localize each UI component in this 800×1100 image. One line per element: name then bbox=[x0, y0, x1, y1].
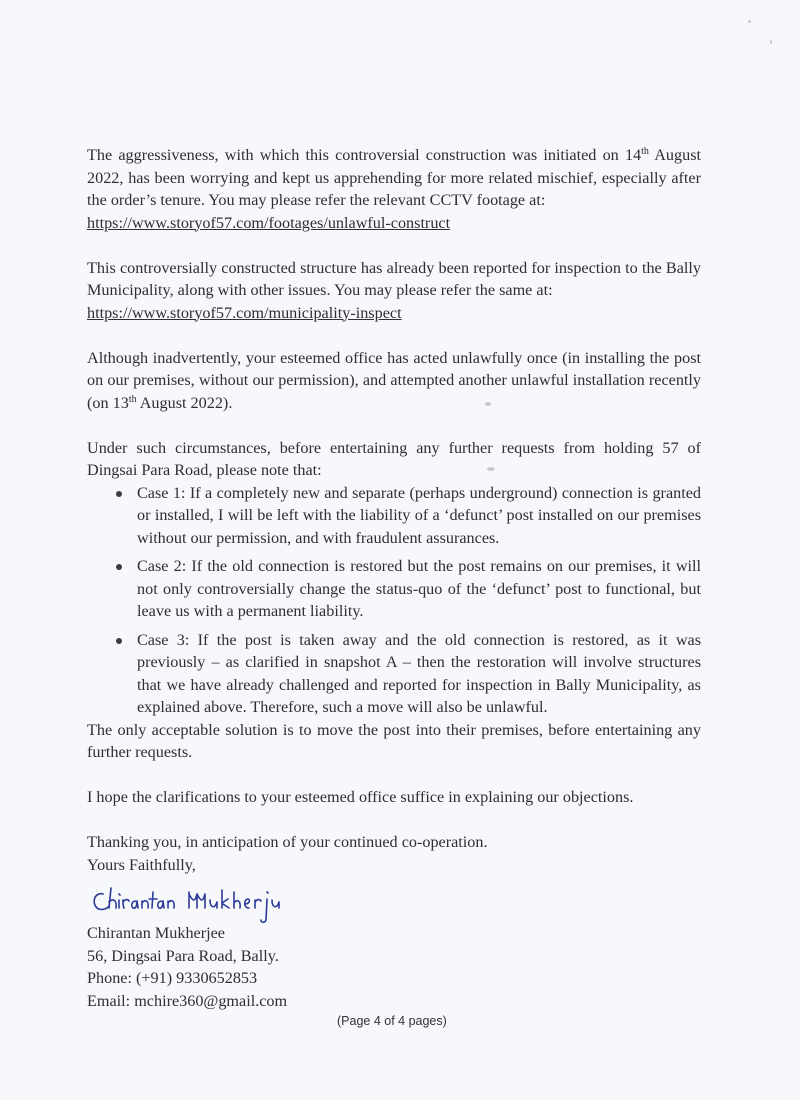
paragraph-text: August 2022). bbox=[136, 393, 233, 412]
paragraph-municipality bbox=[87, 257, 701, 325]
handwritten-signature-icon bbox=[89, 878, 289, 924]
case-item bbox=[87, 629, 701, 719]
letter-body bbox=[87, 144, 701, 1012]
paragraph-text: Although inadvertently, your esteemed office has acted unlawfully once (in installing the post on our premises, without our permission), and attempted another unlawful installation recently (on 13 bbox=[87, 348, 701, 412]
paragraph-unlawful-acts bbox=[87, 347, 701, 415]
case-text: Case 3: If the post is taken away and the old connection is restored, as it was previously – as clarified in snapshot A – then the restoration will involve structures that we have already challenged and reported for inspection in Bally Municipality, as explained above. Therefore, such a move will also be unlawful. bbox=[137, 630, 701, 716]
paragraph-text: I hope the clarifications to your esteemed office suffice in explaining our objections. bbox=[87, 788, 634, 806]
paragraph-text: The aggressiveness, with which this controversial construction was initiated on 14 bbox=[87, 146, 642, 164]
paragraph-circumstances bbox=[87, 437, 701, 482]
bullet-icon bbox=[116, 564, 122, 570]
paragraph-hope bbox=[87, 786, 701, 809]
ordinal-suffix: th bbox=[641, 146, 649, 157]
paragraph-solution bbox=[87, 719, 701, 764]
page-number: (Page 4 of 4 pages) bbox=[337, 1014, 447, 1028]
municipality-inspect-link[interactable]: https://www.storyof57.com/municipality-inspect bbox=[87, 303, 402, 322]
scan-speck bbox=[487, 467, 495, 471]
paragraph-text: August 2022, has been worrying and kept us apprehending for more related mischief, especially after the order’s tenure. You may please refer the relevant CCTV footage at: bbox=[87, 146, 702, 209]
case-item bbox=[87, 482, 701, 550]
salutation: Yours Faithfully, bbox=[87, 855, 196, 874]
cctv-footage-link[interactable]: https://www.storyof57.com/footages/unlawful-construct bbox=[87, 213, 451, 232]
cases-list bbox=[87, 482, 701, 719]
ordinal-suffix: th bbox=[128, 393, 137, 405]
sender-email[interactable]: Email: mchire360@gmail.com bbox=[87, 991, 288, 1010]
scan-speck bbox=[770, 40, 772, 44]
paragraph-text: The only acceptable solution is to move the post into their premises, before entertaining any further requests. bbox=[87, 720, 701, 761]
scan-speck bbox=[485, 402, 491, 406]
sender-address: 56, Dingsai Para Road, Bally. bbox=[87, 946, 279, 965]
bullet-icon bbox=[116, 638, 122, 644]
sender-phone[interactable]: Phone: (+91) 9330652853 bbox=[87, 969, 258, 987]
bullet-icon bbox=[116, 491, 122, 497]
case-text: Case 2: If the old connection is restored but the post remains on our premises, it will not only controversially change the status-quo of the ‘defunct’ post to functional, but leave us with a permanent liability. bbox=[137, 557, 701, 620]
thanks-line: Thanking you, in anticipation of your continued co-operation. bbox=[87, 833, 488, 851]
sender-name: Chirantan Mukherjee bbox=[87, 924, 225, 942]
signature bbox=[87, 876, 701, 922]
closing-block bbox=[87, 831, 701, 1012]
case-text: Case 1: If a completely new and separate (perhaps underground) connection is granted or installed, I will be left with the liability of a ‘defunct’ post installed on our premises without our permission, and with fraudulent assurances. bbox=[137, 483, 701, 547]
paragraph-text: Under such circumstances, before entertaining any further requests from holding 57 of Dingsai Para Road, please note that: bbox=[87, 438, 701, 479]
paragraph-construction bbox=[87, 144, 701, 234]
paragraph-text: This controversially constructed structure has already been reported for inspection to the Bally Municipality, along with other issues. You may please refer the same at: bbox=[87, 258, 701, 299]
case-item bbox=[87, 555, 701, 623]
scan-speck bbox=[748, 20, 751, 23]
